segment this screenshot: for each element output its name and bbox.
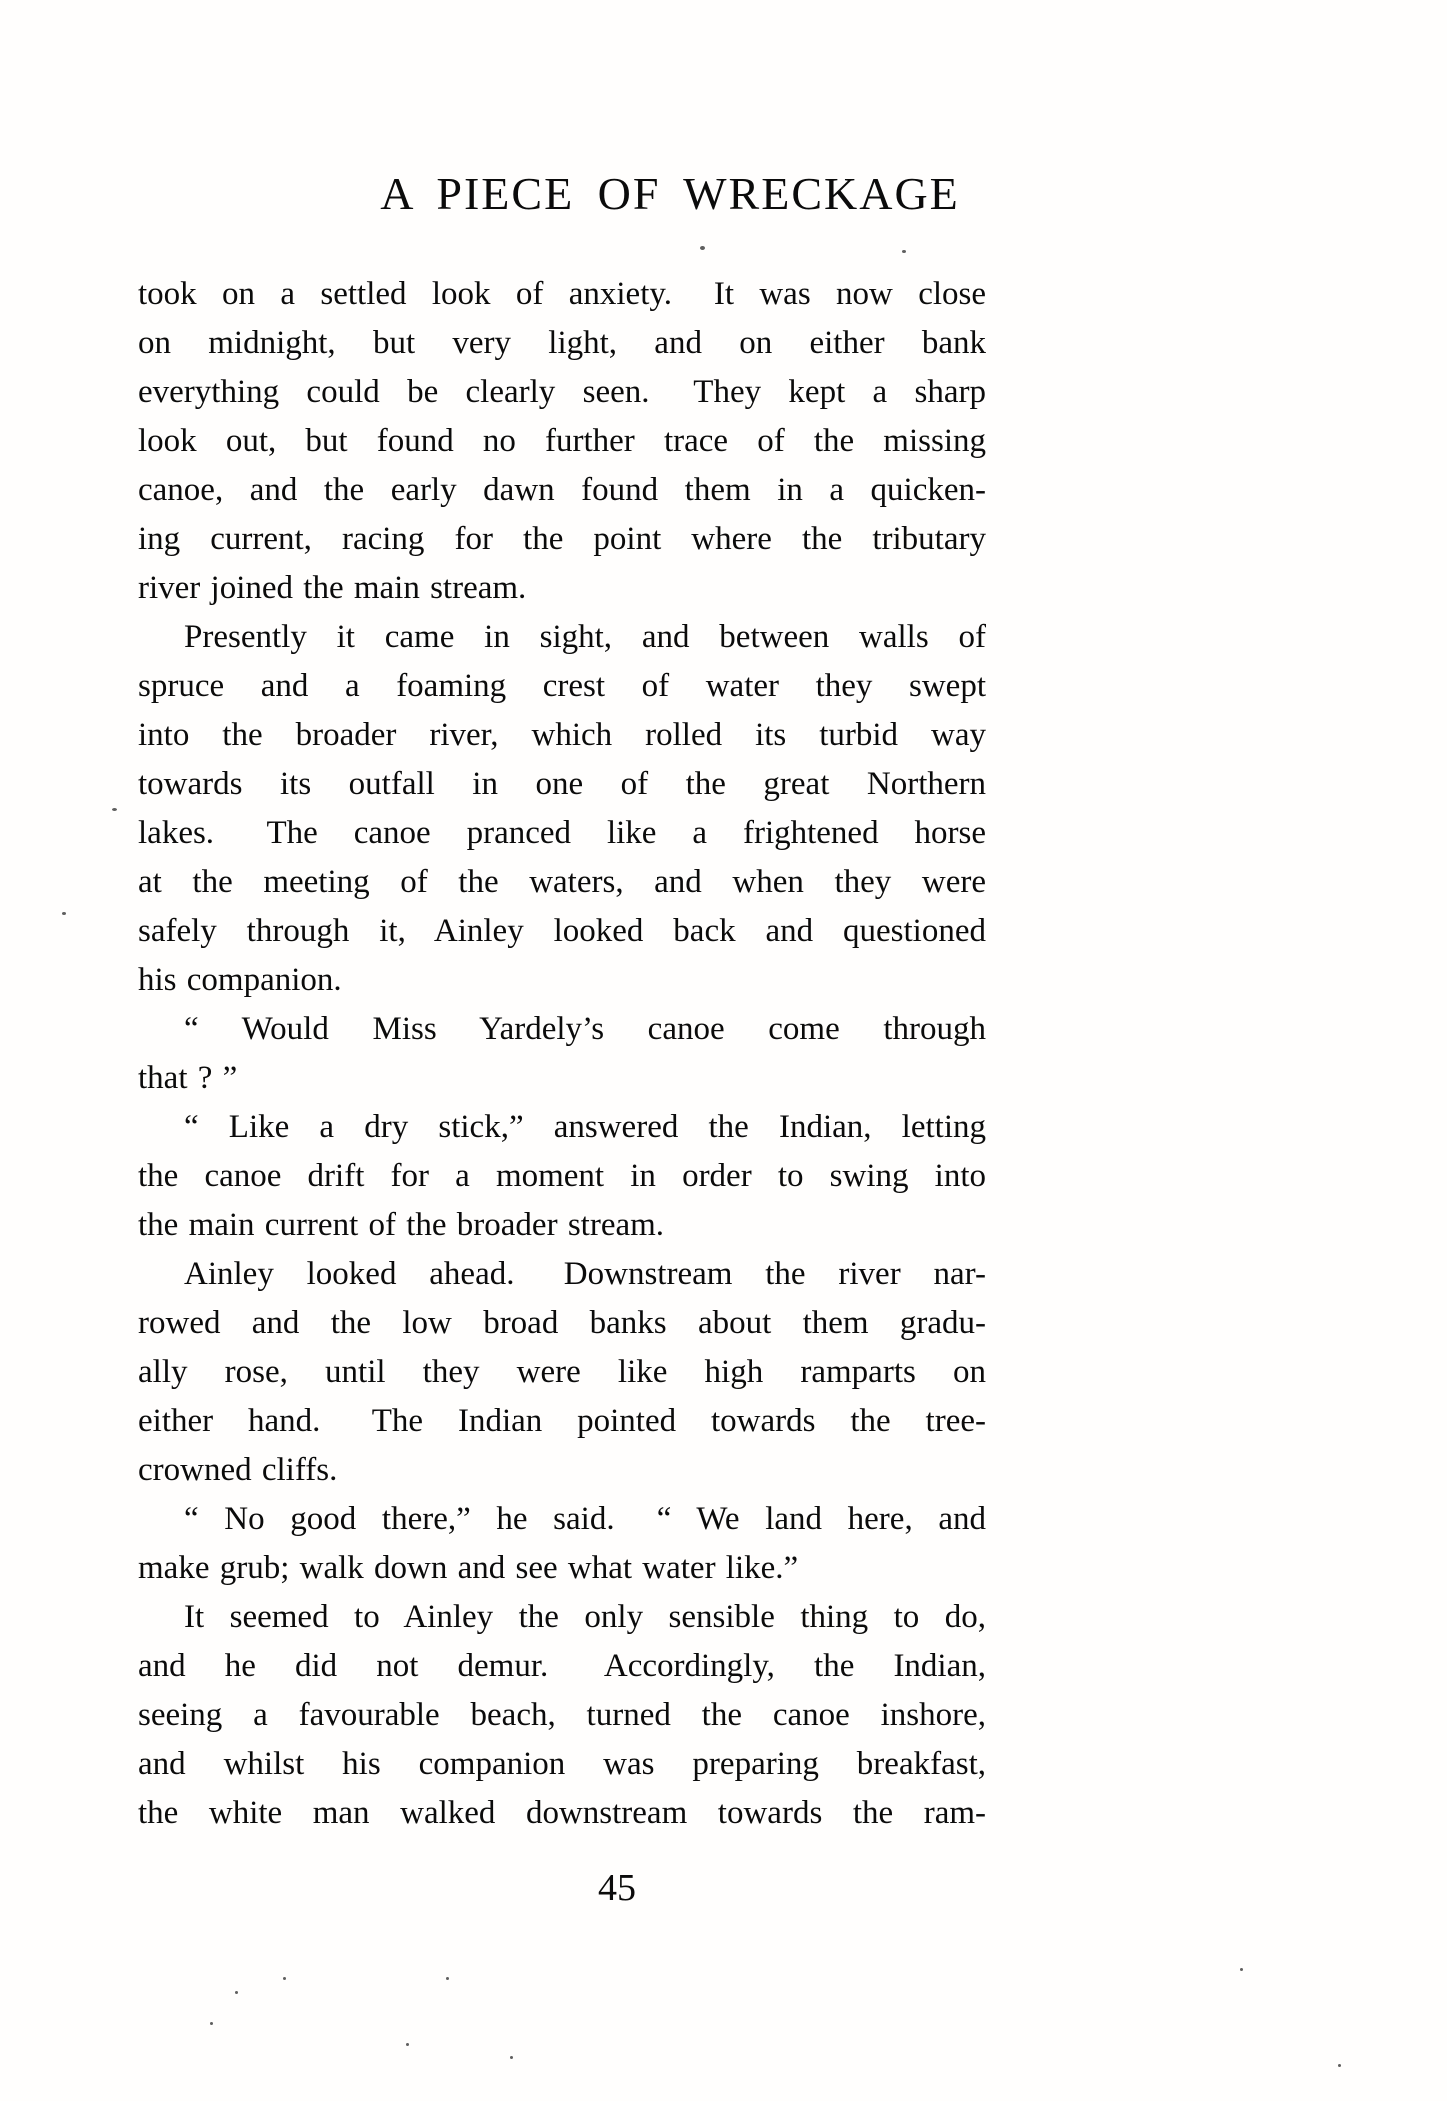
text-line: seeing a favourable beach, turned the canoe inshore, [138, 1697, 986, 1733]
text-line: that ? ” [138, 1060, 238, 1096]
scan-speckle [112, 808, 117, 811]
text-line: look out, but found no further trace of the missing [138, 423, 986, 459]
text-line: ally rose, until they were like high ramparts on [138, 1354, 986, 1390]
text-line: canoe, and the early dawn found them in a quicken- [138, 472, 986, 508]
text-line: into the broader river, which rolled its turbid way [138, 717, 986, 753]
scan-speckle [283, 1977, 286, 1980]
text-line: It seemed to Ainley the only sensible thing to do, [184, 1599, 986, 1635]
text-line: lakes. The canoe pranced like a frightened horse [138, 815, 986, 851]
text-line: took on a settled look of anxiety. It was now close [138, 276, 986, 312]
text-line: rowed and the low broad banks about them gradu- [138, 1305, 986, 1341]
text-line: crowned cliffs. [138, 1452, 338, 1488]
scan-speckle [446, 1977, 449, 1980]
text-line: and he did not demur. Accordingly, the Indian, [138, 1648, 986, 1684]
scan-speckle [700, 246, 705, 250]
scan-speckle [235, 1991, 238, 1994]
text-line: his companion. [138, 962, 342, 998]
text-line: the white man walked downstream towards the ram- [138, 1795, 986, 1831]
text-line: “ Like a dry stick,” answered the Indian, letting [184, 1109, 986, 1145]
scan-speckle [210, 2022, 213, 2025]
text-line: everything could be clearly seen. They kept a sharp [138, 374, 986, 410]
scan-speckle [902, 250, 906, 253]
text-line: Ainley looked ahead. Downstream the river nar- [184, 1256, 986, 1292]
text-line: Presently it came in sight, and between walls of [184, 619, 986, 655]
text-line: river joined the main stream. [138, 570, 527, 606]
scan-speckle [1338, 2064, 1341, 2067]
scan-speckle [62, 912, 66, 915]
text-line: the main current of the broader stream. [138, 1207, 665, 1243]
text-line: ing current, racing for the point where the tributary [138, 521, 986, 557]
text-line: and whilst his companion was preparing breakfast, [138, 1746, 986, 1782]
text-line: either hand. The Indian pointed towards the tree- [138, 1403, 986, 1439]
page-number: 45 [598, 1867, 636, 1909]
text-line: “ Would Miss Yardely’s canoe come through [184, 1011, 986, 1047]
scan-speckle [406, 2043, 409, 2046]
running-header: A PIECE OF WRECKAGE [380, 168, 960, 219]
scan-speckle [510, 2056, 513, 2059]
text-line: the canoe drift for a moment in order to swing into [138, 1158, 986, 1194]
text-line: spruce and a foaming crest of water they swept [138, 668, 986, 704]
text-column [138, 168, 986, 1912]
scan-speckle [1240, 1968, 1243, 1971]
text-line: on midnight, but very light, and on either bank [138, 325, 986, 361]
text-line: at the meeting of the waters, and when they were [138, 864, 986, 900]
text-line: make grub; walk down and see what water like.” [138, 1550, 799, 1586]
text-line: safely through it, Ainley looked back and questioned [138, 913, 986, 949]
body-text [138, 270, 986, 1838]
text-line: towards its outfall in one of the great Northern [138, 766, 986, 802]
text-line: “ No good there,” he said. “ We land here, and [184, 1501, 986, 1537]
